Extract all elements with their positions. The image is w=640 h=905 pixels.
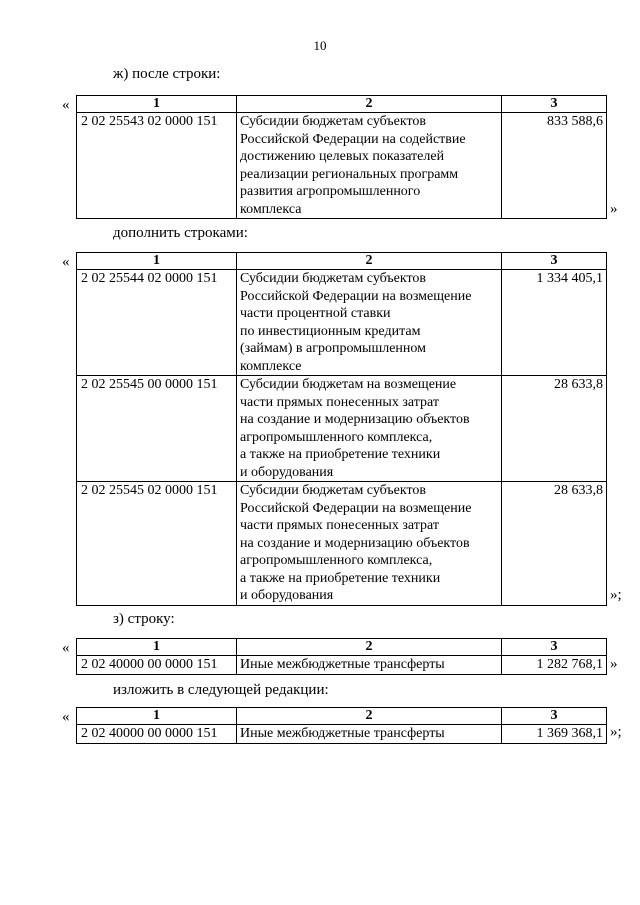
name-line: достижению целевых показателей	[240, 149, 445, 164]
name-line: Иные межбюджетные трансферты	[240, 657, 445, 672]
amount: 1 282 768,1	[502, 656, 607, 675]
caption-add-rows: дополнить строками:	[113, 225, 248, 241]
name-line: Субсидии бюджетам субъектов	[240, 483, 427, 498]
header-row	[77, 96, 607, 113]
name-line: по инвестиционным кредитам	[240, 323, 421, 339]
income-name	[237, 482, 502, 606]
amount: 1 334 405,1	[502, 270, 607, 376]
table-row	[77, 725, 607, 744]
income-name	[237, 725, 502, 744]
name-line: на создание и модернизацию объектов	[240, 412, 470, 427]
close-quote: »	[610, 656, 618, 672]
name-line: агропромышленного комплекса,	[240, 429, 433, 445]
name-line: Иные межбюджетные трансферты	[240, 726, 445, 741]
table-row	[77, 482, 607, 606]
income-name	[237, 113, 502, 219]
amount: 833 588,6	[502, 113, 607, 219]
column-header: 3	[502, 96, 607, 113]
table-row-old	[76, 638, 607, 675]
name-line: агропромышленного комплекса,	[240, 553, 433, 568]
open-quote: «	[62, 254, 70, 270]
amount: 28 633,8	[502, 482, 607, 606]
name-line: части процентной ставки	[240, 306, 391, 321]
name-line: Субсидии бюджетам на возмещение	[240, 377, 457, 392]
name-line: а также на приобретение техники	[240, 570, 441, 586]
name-line: Российской Федерации на содействие	[240, 131, 466, 147]
caption-new-edition: изложить в следующей редакции:	[113, 682, 329, 698]
column-header: 1	[77, 96, 237, 113]
name-line: реализации региональных программ	[240, 166, 459, 182]
budget-code: 2 02 25544 02 0000 151	[77, 270, 237, 376]
table-row	[77, 656, 607, 675]
close-quote: »	[610, 201, 618, 217]
budget-code: 2 02 40000 00 0000 151	[77, 656, 237, 675]
income-name	[237, 656, 502, 675]
caption-row: з) строку:	[113, 611, 175, 627]
column-header: 3	[502, 639, 607, 656]
name-line: а также на приобретение техники	[240, 447, 441, 462]
name-line: Российской Федерации на возмещение	[240, 500, 472, 516]
income-name	[237, 376, 502, 482]
name-line: Субсидии бюджетам субъектов	[240, 114, 427, 129]
table-row-new	[76, 707, 607, 744]
open-quote: «	[62, 640, 70, 656]
column-header: 2	[237, 96, 502, 113]
header-row	[77, 639, 607, 656]
close-quote: »;	[610, 587, 622, 603]
name-line: части прямых понесенных затрат	[240, 518, 439, 533]
column-header: 2	[237, 639, 502, 656]
column-header: 3	[502, 253, 607, 270]
name-line: комплексе	[240, 358, 302, 374]
name-line: части прямых понесенных затрат	[240, 394, 439, 410]
name-line: (займам) в агропромышленном	[240, 341, 427, 356]
table-after-row	[76, 95, 607, 219]
column-header: 1	[77, 708, 237, 725]
table-row	[77, 113, 607, 219]
column-header: 1	[77, 253, 237, 270]
table-row	[77, 376, 607, 482]
column-header: 2	[237, 253, 502, 270]
column-header: 1	[77, 639, 237, 656]
header-row	[77, 253, 607, 270]
name-line: развития агропромышленного	[240, 184, 421, 199]
open-quote: «	[62, 97, 70, 113]
name-line: Субсидии бюджетам субъектов	[240, 271, 427, 286]
page-number: 10	[313, 38, 327, 53]
column-header: 3	[502, 708, 607, 725]
close-quote: »;	[610, 724, 622, 740]
caption-after-row: ж) после строки:	[113, 66, 221, 82]
table-add-rows	[76, 252, 607, 606]
column-header: 2	[237, 708, 502, 725]
name-line: Российской Федерации на возмещение	[240, 288, 472, 304]
amount: 1 369 368,1	[502, 725, 607, 744]
name-line: и оборудования	[240, 464, 334, 480]
open-quote: «	[62, 709, 70, 725]
budget-code: 2 02 25545 00 0000 151	[77, 376, 237, 482]
income-name	[237, 270, 502, 376]
budget-code: 2 02 25545 02 0000 151	[77, 482, 237, 606]
table-row	[77, 270, 607, 376]
budget-code: 2 02 25543 02 0000 151	[77, 113, 237, 219]
name-line: на создание и модернизацию объектов	[240, 535, 470, 551]
budget-code: 2 02 40000 00 0000 151	[77, 725, 237, 744]
name-line: комплекса	[240, 201, 302, 217]
name-line: и оборудования	[240, 588, 334, 603]
amount: 28 633,8	[502, 376, 607, 482]
header-row	[77, 708, 607, 725]
